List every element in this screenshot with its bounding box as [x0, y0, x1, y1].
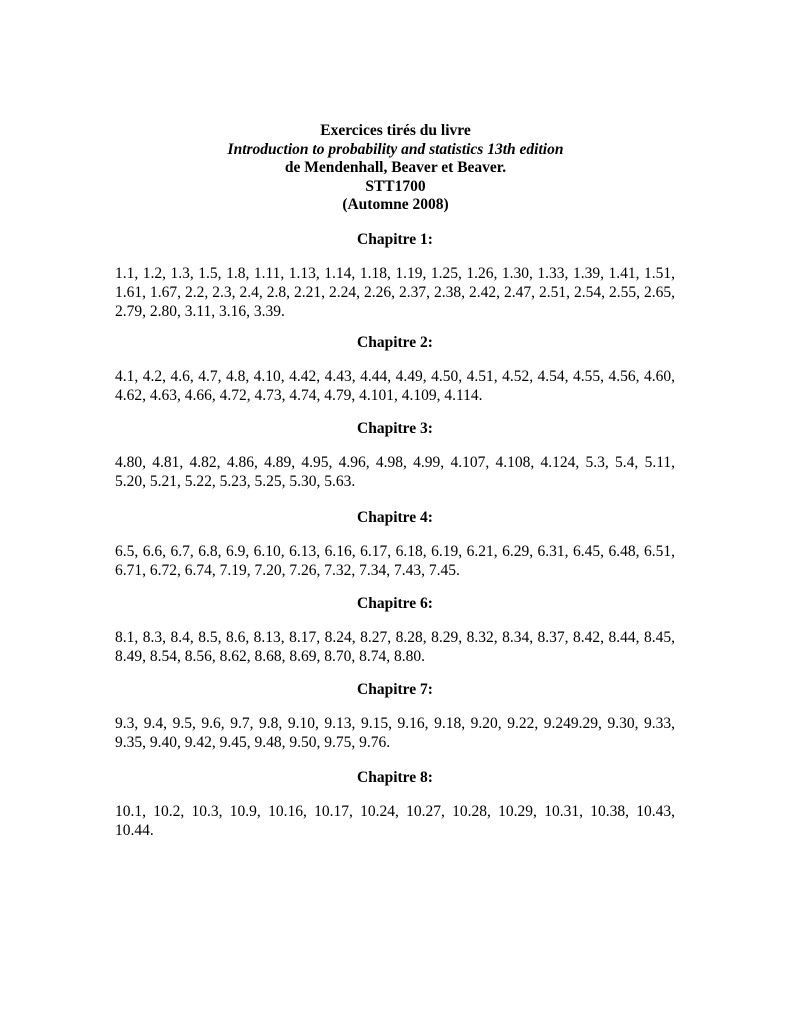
exercise-list: 9.3, 9.4, 9.5, 9.6, 9.7, 9.8, 9.10, 9.13, 9.15, 9.16, 9.18, 9.20, 9.22, 9.249.29, 9.30, 9.33, 9.35, 9.40, 9.42, 9.45, 9.48, 9.50, 9.75, 9.76. [115, 715, 675, 751]
chapter-section-4 [115, 509, 675, 580]
chapter-section-3 [115, 420, 675, 491]
chapter-title: Chapitre 2: [357, 334, 433, 351]
header-title: Exercices tirés du livre [320, 122, 471, 139]
chapter-title: Chapitre 6: [357, 595, 433, 612]
chapter-section-2 [115, 334, 675, 405]
semester: (Automne 2008) [342, 196, 449, 213]
exercise-list: 8.1, 8.3, 8.4, 8.5, 8.6, 8.13, 8.17, 8.24, 8.27, 8.28, 8.29, 8.32, 8.34, 8.37, 8.42, 8.44, 8.45, 8.49, 8.54, 8.56, 8.62, 8.68, 8.69, 8.70, 8.74, 8.80. [115, 629, 675, 665]
book-authors: de Mendenhall, Beaver et Beaver. [284, 159, 507, 176]
chapter-section-7 [115, 681, 675, 752]
chapter-title: Chapitre 7: [357, 681, 433, 698]
chapter-title: Chapitre 1: [357, 231, 433, 248]
chapter-title: Chapitre 4: [357, 509, 433, 526]
exercise-list: 1.1, 1.2, 1.3, 1.5, 1.8, 1.11, 1.13, 1.14, 1.18, 1.19, 1.25, 1.26, 1.30, 1.33, 1.39, 1.41, 1.51, 1.61, 1.67, 2.2, 2.3, 2.4, 2.8, 2.21, 2.24, 2.26, 2.37, 2.38, 2.42, 2.47, 2.51, 2.54, 2.55, 2.65, 2.79, 2.80, 3.11, 3.16, 3.39. [115, 265, 675, 320]
exercise-list: 4.1, 4.2, 4.6, 4.7, 4.8, 4.10, 4.42, 4.43, 4.44, 4.49, 4.50, 4.51, 4.52, 4.54, 4.55, 4.56, 4.60, 4.62, 4.63, 4.66, 4.72, 4.73, 4.74, 4.79, 4.101, 4.109, 4.114. [115, 368, 675, 404]
document-header [0, 122, 791, 215]
chapter-section-6 [115, 595, 675, 666]
exercise-list: 6.5, 6.6, 6.7, 6.8, 6.9, 6.10, 6.13, 6.16, 6.17, 6.18, 6.19, 6.21, 6.29, 6.31, 6.45, 6.48, 6.51, 6.71, 6.72, 6.74, 7.19, 7.20, 7.26, 7.32, 7.34, 7.43, 7.45. [115, 543, 675, 579]
course-code: STT1700 [365, 177, 426, 195]
book-title: Introduction to probability and statistics 13th edition [227, 140, 564, 158]
exercise-list: 4.80, 4.81, 4.82, 4.86, 4.89, 4.95, 4.96, 4.98, 4.99, 4.107, 4.108, 4.124, 5.3, 5.4, 5.11, 5.20, 5.21, 5.22, 5.23, 5.25, 5.30, 5.63. [115, 454, 675, 490]
chapter-title: Chapitre 8: [357, 769, 433, 786]
exercise-list: 10.1, 10.2, 10.3, 10.9, 10.16, 10.17, 10.24, 10.27, 10.28, 10.29, 10.31, 10.38, 10.43, 10.44. [115, 803, 675, 839]
chapter-section-1 [115, 231, 675, 321]
chapter-section-8 [115, 769, 675, 840]
chapter-title: Chapitre 3: [357, 420, 433, 437]
